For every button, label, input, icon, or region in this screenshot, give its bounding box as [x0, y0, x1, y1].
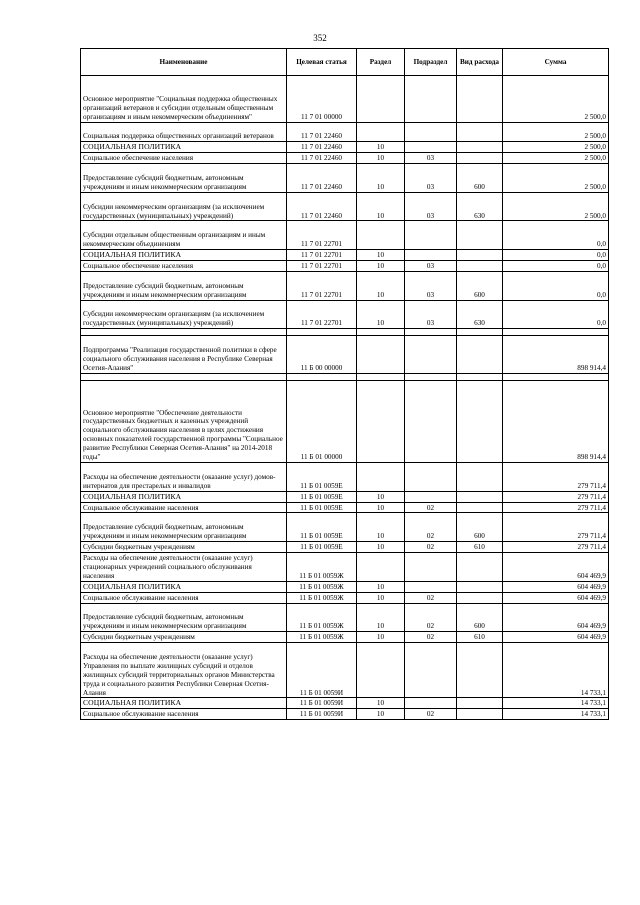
row-section: 10 — [357, 709, 405, 720]
row-section: 10 — [357, 698, 405, 709]
spacer-cell — [405, 373, 457, 380]
row-sum: 604 469,9 — [503, 581, 609, 592]
row-subsection: 02 — [405, 592, 457, 603]
row-name: Социальное обеспечение населения — [81, 261, 287, 272]
row-name: Расходы на обеспечение деятельности (оказание услуг) Управления по выплате жилищных субсидий и отделов жилищных субсидий территориальных органов Министерства труда и социального развития Республики Северная Осетия-Алания — [81, 643, 287, 698]
row-name: Основное мероприятие "Обеспечение деятельности государственных бюджетных и казенных учреждений социального обслуживания населения в целях достижения основных показателей государственной программы "Социальное развитие Республики Северная Осетия-Алания" на 2014-2018 годы" — [81, 380, 287, 462]
header-name: Наименование — [81, 49, 287, 76]
spacer-cell — [287, 373, 357, 380]
row-sum: 279 711,4 — [503, 502, 609, 513]
row-sum: 2 500,0 — [503, 122, 609, 142]
row-section — [357, 221, 405, 250]
row-expense-type: 600 — [457, 271, 503, 300]
row-subsection — [405, 122, 457, 142]
row-name: Предоставление субсидий бюджетным, автономным учреждениям и иным некоммерческим организациям — [81, 164, 287, 193]
spacer-row — [81, 373, 609, 380]
table-row — [81, 300, 609, 329]
row-target-article: 11 7 01 00000 — [287, 76, 357, 123]
row-sum: 604 469,9 — [503, 632, 609, 643]
table-row — [81, 122, 609, 142]
row-expense-type — [457, 581, 503, 592]
row-name: СОЦИАЛЬНАЯ ПОЛИТИКА — [81, 698, 287, 709]
row-sum: 2 500,0 — [503, 76, 609, 123]
row-sum: 279 711,4 — [503, 462, 609, 491]
row-expense-type: 630 — [457, 300, 503, 329]
row-name: Расходы на обеспечение деятельности (оказание услуг) стационарных учреждений социального обслуживания населения — [81, 553, 287, 582]
row-section: 10 — [357, 502, 405, 513]
row-expense-type — [457, 380, 503, 462]
table-row — [81, 462, 609, 491]
row-subsection: 03 — [405, 300, 457, 329]
table-row — [81, 513, 609, 542]
row-section: 10 — [357, 542, 405, 553]
row-name: СОЦИАЛЬНАЯ ПОЛИТИКА — [81, 142, 287, 153]
row-section — [357, 643, 405, 698]
spacer-cell — [357, 329, 405, 336]
table-row — [81, 380, 609, 462]
table-row — [81, 698, 609, 709]
row-target-article: 11 Б 01 0059Ж — [287, 603, 357, 632]
row-target-article: 11 Б 01 0059И — [287, 698, 357, 709]
row-subsection — [405, 336, 457, 374]
page-number: 352 — [313, 33, 327, 43]
row-sum: 2 500,0 — [503, 164, 609, 193]
row-name: Социальное обслуживание населения — [81, 709, 287, 720]
row-target-article: 11 7 01 22701 — [287, 221, 357, 250]
row-sum: 0,0 — [503, 300, 609, 329]
row-section: 10 — [357, 250, 405, 261]
spacer-cell — [405, 329, 457, 336]
table-row — [81, 553, 609, 582]
row-sum: 0,0 — [503, 271, 609, 300]
row-target-article: 11 7 01 22460 — [287, 153, 357, 164]
table-row — [81, 76, 609, 123]
budget-table — [80, 48, 609, 720]
row-target-article: 11 Б 01 0059Ж — [287, 632, 357, 643]
row-sum: 898 914,4 — [503, 336, 609, 374]
row-subsection: 02 — [405, 603, 457, 632]
table-row — [81, 192, 609, 221]
table-row — [81, 336, 609, 374]
row-target-article: 11 7 01 22701 — [287, 261, 357, 272]
table-row — [81, 709, 609, 720]
row-section: 10 — [357, 592, 405, 603]
row-subsection — [405, 553, 457, 582]
row-target-article: 11 Б 00 00000 — [287, 336, 357, 374]
row-section: 10 — [357, 153, 405, 164]
row-subsection: 02 — [405, 513, 457, 542]
row-sum: 604 469,9 — [503, 603, 609, 632]
row-name: Подпрограмма "Реализация государственной политики в сфере социального обслуживания населения в Республике Северная Осетия-Алания" — [81, 336, 287, 374]
row-target-article: 11 7 01 22701 — [287, 271, 357, 300]
row-section — [357, 462, 405, 491]
row-subsection: 02 — [405, 632, 457, 643]
row-expense-type — [457, 592, 503, 603]
table-body — [81, 76, 609, 720]
row-subsection: 02 — [405, 709, 457, 720]
row-target-article: 11 7 01 22460 — [287, 192, 357, 221]
row-expense-type — [457, 336, 503, 374]
row-subsection: 02 — [405, 542, 457, 553]
row-sum: 2 500,0 — [503, 142, 609, 153]
row-target-article: 11 Б 01 0059И — [287, 643, 357, 698]
row-subsection — [405, 491, 457, 502]
table-header-row — [81, 49, 609, 76]
row-subsection — [405, 380, 457, 462]
row-section: 10 — [357, 192, 405, 221]
row-subsection: 03 — [405, 164, 457, 193]
row-section: 10 — [357, 271, 405, 300]
row-subsection — [405, 221, 457, 250]
row-expense-type — [457, 250, 503, 261]
table-row — [81, 502, 609, 513]
row-expense-type — [457, 221, 503, 250]
row-target-article: 11 7 01 22460 — [287, 164, 357, 193]
row-name: СОЦИАЛЬНАЯ ПОЛИТИКА — [81, 250, 287, 261]
row-target-article: 11 Б 01 0059Ж — [287, 592, 357, 603]
row-name: Социальная поддержка общественных организаций ветеранов — [81, 122, 287, 142]
table-row — [81, 592, 609, 603]
spacer-cell — [457, 373, 503, 380]
row-section: 10 — [357, 581, 405, 592]
table-row — [81, 271, 609, 300]
row-expense-type — [457, 491, 503, 502]
row-section — [357, 336, 405, 374]
table-row — [81, 603, 609, 632]
row-section — [357, 76, 405, 123]
row-target-article: 11 Б 01 0059Е — [287, 491, 357, 502]
row-sum: 14 733,1 — [503, 698, 609, 709]
header-subsection: Подраздел — [405, 49, 457, 76]
row-name: СОЦИАЛЬНАЯ ПОЛИТИКА — [81, 491, 287, 502]
row-section: 10 — [357, 300, 405, 329]
row-sum: 279 711,4 — [503, 513, 609, 542]
spacer-cell — [81, 373, 287, 380]
row-section: 10 — [357, 491, 405, 502]
table-row — [81, 221, 609, 250]
spacer-cell — [357, 373, 405, 380]
row-expense-type — [457, 142, 503, 153]
table-row — [81, 581, 609, 592]
row-subsection — [405, 581, 457, 592]
row-sum: 0,0 — [503, 221, 609, 250]
row-subsection: 03 — [405, 192, 457, 221]
table-row — [81, 164, 609, 193]
row-section: 10 — [357, 142, 405, 153]
row-expense-type — [457, 76, 503, 123]
row-name: Субсидии некоммерческим организациям (за исключением государственных (муниципальных) учреждений) — [81, 192, 287, 221]
row-target-article: 11 Б 01 0059И — [287, 709, 357, 720]
spacer-cell — [457, 329, 503, 336]
row-target-article: 11 Б 01 0059Е — [287, 542, 357, 553]
row-expense-type: 610 — [457, 632, 503, 643]
spacer-row — [81, 329, 609, 336]
header-expense-type: Вид расхода — [457, 49, 503, 76]
row-name: Социальное обслуживание населения — [81, 592, 287, 603]
row-sum: 2 500,0 — [503, 192, 609, 221]
row-target-article: 11 7 01 22701 — [287, 250, 357, 261]
row-subsection — [405, 643, 457, 698]
row-name: Основное мероприятие "Социальная поддержка общественных организаций ветеранов и субсидии отдельным общественным организациям и иным некоммерческим объединениям" — [81, 76, 287, 123]
row-expense-type — [457, 153, 503, 164]
row-subsection: 03 — [405, 153, 457, 164]
row-expense-type — [457, 643, 503, 698]
row-section — [357, 122, 405, 142]
row-expense-type — [457, 502, 503, 513]
row-section: 10 — [357, 632, 405, 643]
row-target-article: 11 Б 01 0059Е — [287, 502, 357, 513]
row-sum: 604 469,9 — [503, 592, 609, 603]
row-name: Предоставление субсидий бюджетным, автономным учреждениям и иным некоммерческим организациям — [81, 513, 287, 542]
row-subsection — [405, 250, 457, 261]
header-section: Раздел — [357, 49, 405, 76]
row-expense-type: 630 — [457, 192, 503, 221]
row-expense-type — [457, 462, 503, 491]
row-subsection: 03 — [405, 261, 457, 272]
row-expense-type: 600 — [457, 603, 503, 632]
row-name: Предоставление субсидий бюджетным, автономным учреждениям и иным некоммерческим организациям — [81, 603, 287, 632]
row-target-article: 11 Б 01 00000 — [287, 380, 357, 462]
row-sum: 0,0 — [503, 250, 609, 261]
row-expense-type — [457, 122, 503, 142]
table-row — [81, 643, 609, 698]
row-sum: 2 500,0 — [503, 153, 609, 164]
row-sum: 604 469,9 — [503, 553, 609, 582]
spacer-cell — [503, 329, 609, 336]
row-subsection — [405, 462, 457, 491]
row-section: 10 — [357, 261, 405, 272]
row-sum: 898 914,4 — [503, 380, 609, 462]
row-target-article: 11 7 01 22460 — [287, 142, 357, 153]
header-sum: Сумма — [503, 49, 609, 76]
row-name: Социальное обслуживание населения — [81, 502, 287, 513]
row-subsection — [405, 698, 457, 709]
row-expense-type — [457, 261, 503, 272]
row-expense-type: 600 — [457, 513, 503, 542]
row-expense-type — [457, 553, 503, 582]
row-section: 10 — [357, 513, 405, 542]
row-expense-type: 600 — [457, 164, 503, 193]
row-section — [357, 380, 405, 462]
row-subsection: 02 — [405, 502, 457, 513]
row-target-article: 11 Б 01 0059Ж — [287, 581, 357, 592]
table-row — [81, 542, 609, 553]
row-expense-type — [457, 698, 503, 709]
table-row — [81, 153, 609, 164]
row-subsection: 03 — [405, 271, 457, 300]
row-subsection — [405, 76, 457, 123]
row-section: 10 — [357, 164, 405, 193]
row-name: Субсидии бюджетным учреждениям — [81, 542, 287, 553]
table-row — [81, 142, 609, 153]
row-section — [357, 553, 405, 582]
row-sum: 14 733,1 — [503, 709, 609, 720]
row-sum: 0,0 — [503, 261, 609, 272]
row-name: Предоставление субсидий бюджетным, автономным учреждениям и иным некоммерческим организациям — [81, 271, 287, 300]
row-name: СОЦИАЛЬНАЯ ПОЛИТИКА — [81, 581, 287, 592]
spacer-cell — [503, 373, 609, 380]
table-row — [81, 491, 609, 502]
row-target-article: 11 Б 01 0059Ж — [287, 553, 357, 582]
row-target-article: 11 7 01 22460 — [287, 122, 357, 142]
table-row — [81, 250, 609, 261]
header-target-article: Целевая статья — [287, 49, 357, 76]
row-sum: 279 711,4 — [503, 491, 609, 502]
row-sum: 279 711,4 — [503, 542, 609, 553]
row-name: Расходы на обеспечение деятельности (оказание услуг) домов-интернатов для престарелых и инвалидов — [81, 462, 287, 491]
row-target-article: 11 Б 01 0059Е — [287, 462, 357, 491]
row-target-article: 11 Б 01 0059Е — [287, 513, 357, 542]
row-expense-type — [457, 709, 503, 720]
row-name: Субсидии некоммерческим организациям (за исключением государственных (муниципальных) учреждений) — [81, 300, 287, 329]
row-section: 10 — [357, 603, 405, 632]
spacer-cell — [81, 329, 287, 336]
row-subsection — [405, 142, 457, 153]
spacer-cell — [287, 329, 357, 336]
row-sum: 14 733,1 — [503, 643, 609, 698]
row-name: Субсидии бюджетным учреждениям — [81, 632, 287, 643]
table-row — [81, 261, 609, 272]
row-name: Социальное обеспечение населения — [81, 153, 287, 164]
table-row — [81, 632, 609, 643]
row-expense-type: 610 — [457, 542, 503, 553]
row-name: Субсидии отдельным общественным организациям и иным некоммерческим объединениям — [81, 221, 287, 250]
row-target-article: 11 7 01 22701 — [287, 300, 357, 329]
